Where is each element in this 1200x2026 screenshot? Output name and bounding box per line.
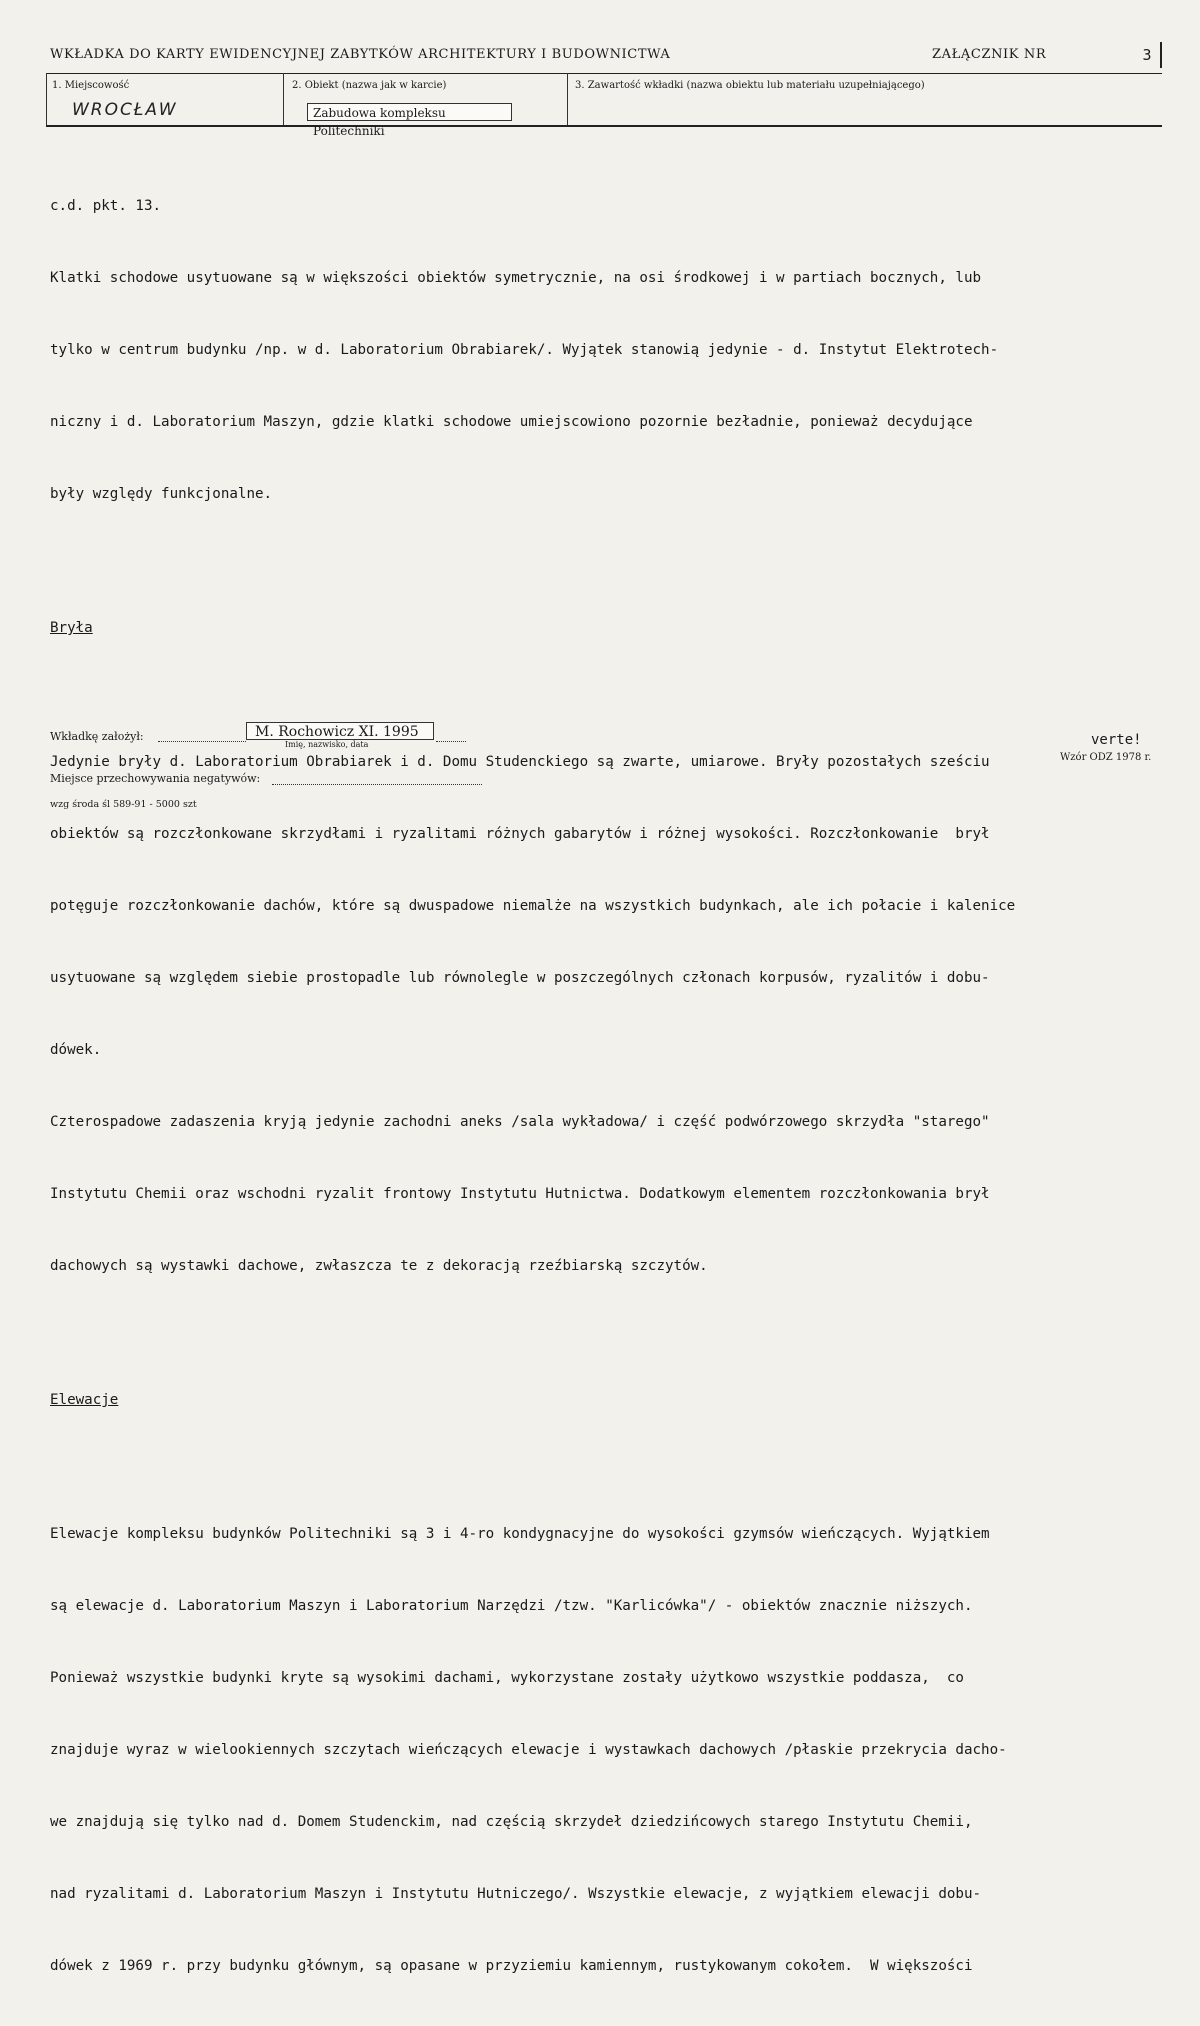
body-line: we znajdują się tylko nad d. Domem Studenckim, nad częścią skrzydeł dziedzińcowych starego Instytutu Chemii,: [50, 1814, 973, 1830]
field-divider-left: [46, 73, 47, 125]
body-line: Czterospadowe zadaszenia kryją jedynie zachodni aneks /sala wykładowa/ i część podwórzowego skrzydła "starego": [50, 1114, 990, 1130]
locality-label: 1. Miejscowość: [52, 80, 130, 91]
heading-bryla: Bryła: [50, 620, 93, 636]
body-line: Klatki schodowe usytuowane są w większości obiektów symetrycznie, na osi środkowej i w partiach bocznych, lub: [50, 270, 982, 286]
author-caption: Imię, nazwisko, data: [285, 740, 369, 749]
annex-number: 3: [1134, 42, 1162, 68]
body-line: niczny i d. Laboratorium Maszyn, gdzie klatki schodowe umiejscowiono pozornie bezładnie, ponieważ decydujące: [50, 414, 973, 430]
body-line: Instytutu Chemii oraz wschodni ryzalit frontowy Instytutu Hutnictwa. Dodatkowym elementem rozczłonkowania brył: [50, 1186, 990, 1202]
body-line: dówek.: [50, 1042, 102, 1058]
body-line: potęguje rozczłonkowanie dachów, które są dwuspadowe niemalże na wszystkich budynkach, ale ich połacie i kalenice: [50, 898, 1016, 914]
content-label: 3. Zawartość wkładki (nazwa obiektu lub materiału uzupełniającego): [575, 80, 925, 91]
insert-author-label: Wkładkę założył:: [50, 730, 144, 743]
negatives-label: Miejsce przechowywania negatywów:: [50, 772, 261, 785]
header-bottom-rule: [46, 125, 1162, 127]
dotted-line: [158, 740, 246, 742]
verte-note: verte!: [1091, 732, 1142, 748]
body-line: obiektów są rozczłonkowane skrzydłami i ryzalitami różnych gabarytów i różnej wysokości. Rozczłonkowanie brył: [50, 826, 990, 842]
body-line: znajduje wyraz w wielookiennych szczytach wieńczących elewacje i wystawkach dachowych /płaskie przekrycia dacho-: [50, 1742, 1007, 1758]
field-divider-1: [283, 73, 284, 125]
typed-body: [50, 146, 1165, 2026]
dotted-line: [272, 783, 482, 785]
spacer: [50, 688, 1165, 702]
body-line: dówek z 1969 r. przy budynku głównym, są opasane w przyziemiu kamiennym, rustykowanym cokołem. W większości: [50, 1958, 973, 1974]
body-line: Jedynie bryły d. Laboratorium Obrabiarek i d. Domu Studenckiego są zwarte, umiarowe. Bryły pozostałych sześciu: [50, 754, 990, 770]
body-line: są elewacje d. Laboratorium Maszyn i Laboratorium Narzędzi /tzw. "Karlicówka"/ - obiektów znacznie niższych.: [50, 1598, 973, 1614]
body-line: usytuowane są względem siebie prostopadle lub równolegle w poszczególnych członach korpusów, ryzalitów i dobu-: [50, 970, 990, 986]
body-line: nad ryzalitami d. Laboratorium Maszyn i Instytutu Hutniczego/. Wszystkie elewacje, z wyjątkiem elewacji dobu-: [50, 1886, 982, 1902]
annex-label: ZAŁĄCZNIK NR: [932, 47, 1047, 62]
body-line: dachowych są wystawki dachowe, zwłaszcza te z dekoracją rzeźbiarską szczytów.: [50, 1258, 708, 1274]
body-line: Elewacje kompleksu budynków Politechniki są 3 i 4-ro kondygnacyjne do wysokości gzymsów wieńczących. Wyjątkiem: [50, 1526, 990, 1542]
author-stamp: M. Rochowicz XI. 1995: [246, 722, 434, 740]
body-line: Ponieważ wszystkie budynki kryte są wysokimi dachami, wykorzystane zostały użytkowo wszystkie poddasza, co: [50, 1670, 964, 1686]
printer-imprint: wzg środa śl 589-91 - 5000 szt: [50, 799, 197, 810]
field-divider-2: [567, 73, 568, 125]
spacer: [50, 554, 1165, 568]
locality-value: WROCŁAW: [72, 100, 178, 120]
spacer: [50, 1326, 1165, 1340]
body-line: c.d. pkt. 13.: [50, 198, 162, 214]
form-title: WKŁADKA DO KARTY EWIDENCYJNEJ ZABYTKÓW ARCHITEKTURY I BUDOWNICTWA: [50, 47, 671, 62]
spacer: [50, 1460, 1165, 1474]
object-value-stamp: Zabudowa kompleksu Politechniki: [307, 103, 512, 121]
body-line: były względy funkcjonalne.: [50, 486, 273, 502]
heading-elewacje: Elewacje: [50, 1392, 119, 1408]
form-number: Wzór ODZ 1978 r.: [1060, 752, 1152, 763]
dotted-line: [436, 740, 466, 742]
body-line: tylko w centrum budynku /np. w d. Laboratorium Obrabiarek/. Wyjątek stanowią jedynie - d. Instytut Elektrotech-: [50, 342, 999, 358]
object-label: 2. Obiekt (nazwa jak w karcie): [292, 80, 447, 91]
header-top-rule: [46, 73, 1162, 74]
